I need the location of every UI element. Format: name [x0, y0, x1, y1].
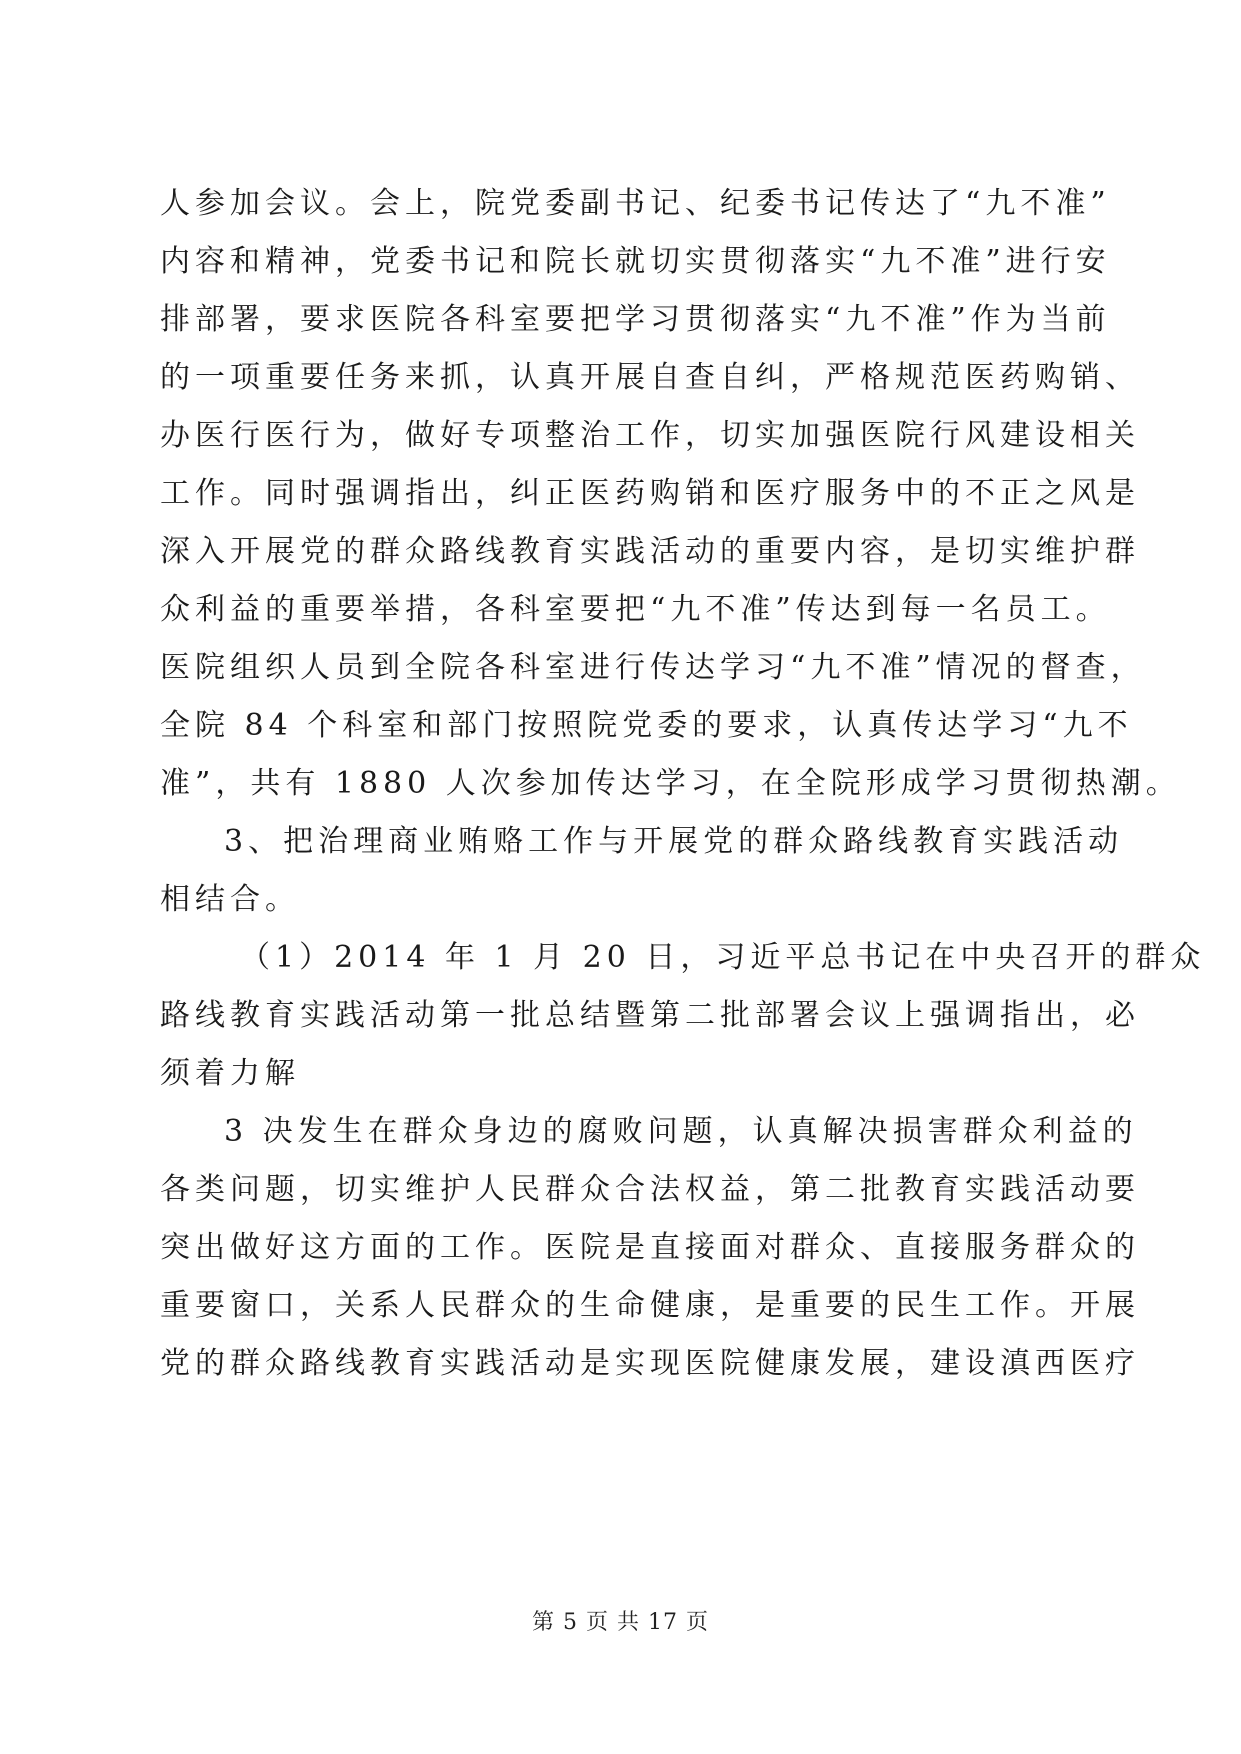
text-line: 相结合。 [160, 882, 300, 917]
document-body [160, 175, 1206, 1393]
text-line: 突出做好这方面的工作。医院是直接面对群众、直接服务群众的 [160, 1230, 1140, 1265]
text-line: 医院组织人员到全院各科室进行传达学习“九不准”情况的督查， [160, 650, 1146, 685]
page-number-footer: 第 5 页 共 17 页 [532, 1610, 709, 1635]
text-line: 路线教育实践活动第一批总结暨第二批部署会议上强调指出，必 [160, 998, 1140, 1033]
text-line: 准”，共有 1880 人次参加传达学习，在全院形成学习贯彻热潮。 [160, 766, 1181, 801]
text-line: 全院 84 个科室和部门按照院党委的要求，认真传达学习“九不 [160, 708, 1133, 743]
text-line: 众利益的重要举措，各科室要把“九不准”传达到每一名员工。 [160, 592, 1111, 627]
text-line: 各类问题，切实维护人民群众合法权益，第二批教育实践活动要 [160, 1172, 1140, 1207]
text-line: 的一项重要任务来抓，认真开展自查自纠，严格规范医药购销、 [160, 360, 1140, 395]
text-line: 办医行医行为，做好专项整治工作，切实加强医院行风建设相关 [160, 418, 1140, 453]
text-line: 排部署，要求医院各科室要把学习贯彻落实“九不准”作为当前 [160, 302, 1111, 337]
text-line: 3 决发生在群众身边的腐败问题，认真解决损害群众利益的 [224, 1114, 1138, 1149]
text-line: 人参加会议。会上，院党委副书记、纪委书记传达了“九不准” [160, 186, 1111, 221]
text-line: 须着力解 [160, 1056, 300, 1091]
text-line: 党的群众路线教育实践活动是实现医院健康发展，建设滇西医疗 [160, 1346, 1140, 1381]
text-line: 工作。同时强调指出，纠正医药购销和医疗服务中的不正之风是 [160, 476, 1140, 511]
text-line: 内容和精神，党委书记和院长就切实贯彻落实“九不准”进行安 [160, 244, 1111, 279]
section-heading: 3、把治理商业贿赂工作与开展党的群众路线教育实践活动 [224, 824, 1124, 859]
text-line: （1）2014 年 1 月 20 日，习近平总书记在中央召开的群众 [240, 940, 1206, 975]
text-line: 深入开展党的群众路线教育实践活动的重要内容，是切实维护群 [160, 534, 1140, 569]
text-line: 重要窗口，关系人民群众的生命健康，是重要的民生工作。开展 [160, 1288, 1140, 1323]
